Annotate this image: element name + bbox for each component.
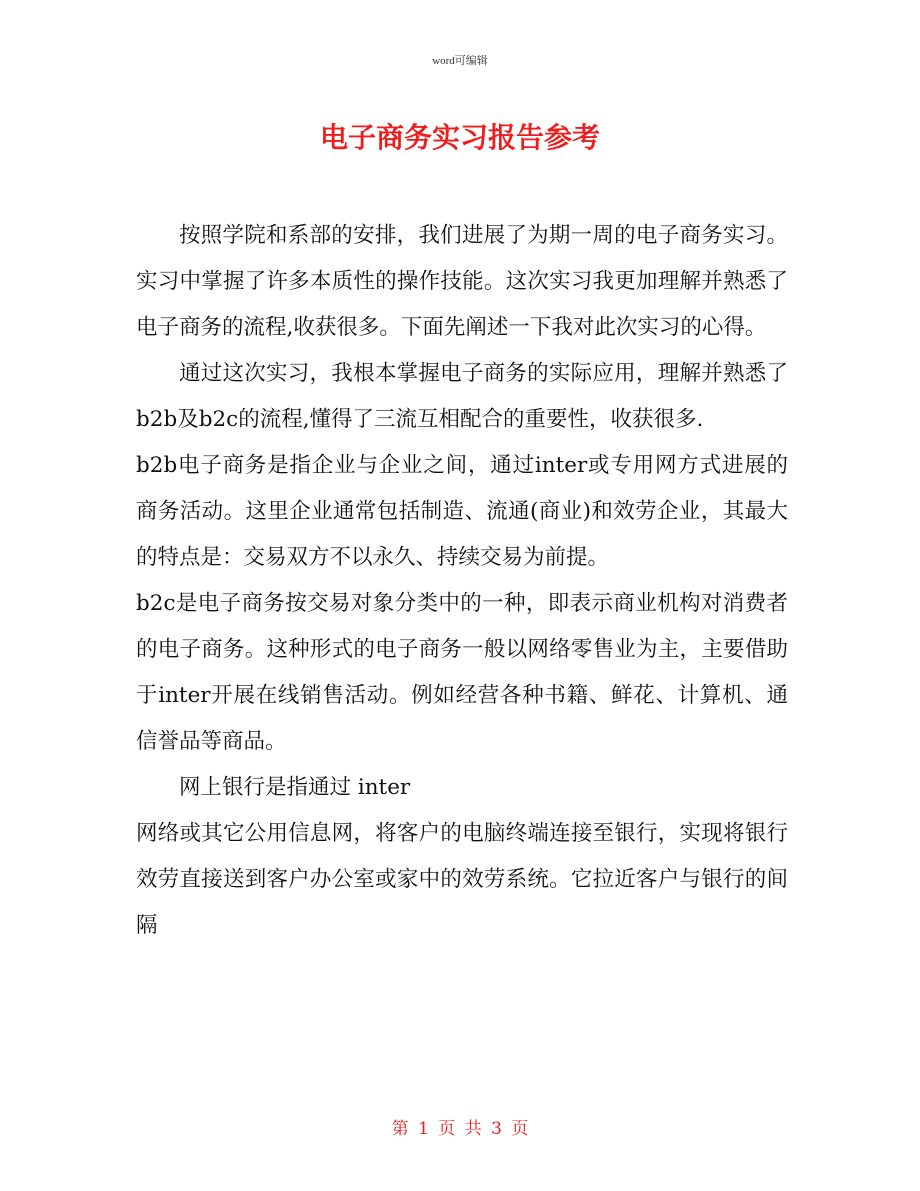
page-header: word可编辑 — [432, 55, 488, 67]
document-title: 电子商务实习报告参考 — [319, 121, 600, 154]
page-footer: 第 1 页 共 3 页 — [391, 1119, 529, 1139]
paragraph-b2c: b2c是电子商务按交易对象分类中的一种，即表示商业机构对消费者的电子商务。这种形式的电子商务一般以网络零售业为主，主要借助于inter开展在线销售活动。例如经营各种书籍、鲜花、计算机、通信誉品等商品。 — [136, 591, 788, 754]
paragraph-online-banking: 网络或其它公用信息网，将客户的电脑终端连接至银行，实现将银行效劳直接送到客户办公室或家中的效劳系统。它拉近客户与银行的间隔 — [136, 821, 788, 938]
paragraph-intro: 按照学院和系部的安排，我们进展了为期一周的电子商务实习。实习中掌握了许多本质性的操作技能。这次实习我更加理解并熟悉了电子商务的流程,收获很多。下面先阐述一下我对此次实习的心得。 — [136, 223, 788, 340]
paragraph-online-banking-lead: 网上银行是指通过 inter — [179, 775, 411, 800]
paragraph-summary: 通过这次实习，我根本掌握电子商务的实际应用，理解并熟悉了b2b及b2c的流程,懂得了三流互相配合的重要性，收获很多. — [136, 361, 788, 432]
paragraph-b2b: b2b电子商务是指企业与企业之间，通过inter或专用网方式进展的商务活动。这里企业通常包括制造、流通(商业)和效劳企业，其最大的特点是：交易双方不以永久、持续交易为前提。 — [136, 453, 788, 570]
document-body — [136, 213, 788, 949]
